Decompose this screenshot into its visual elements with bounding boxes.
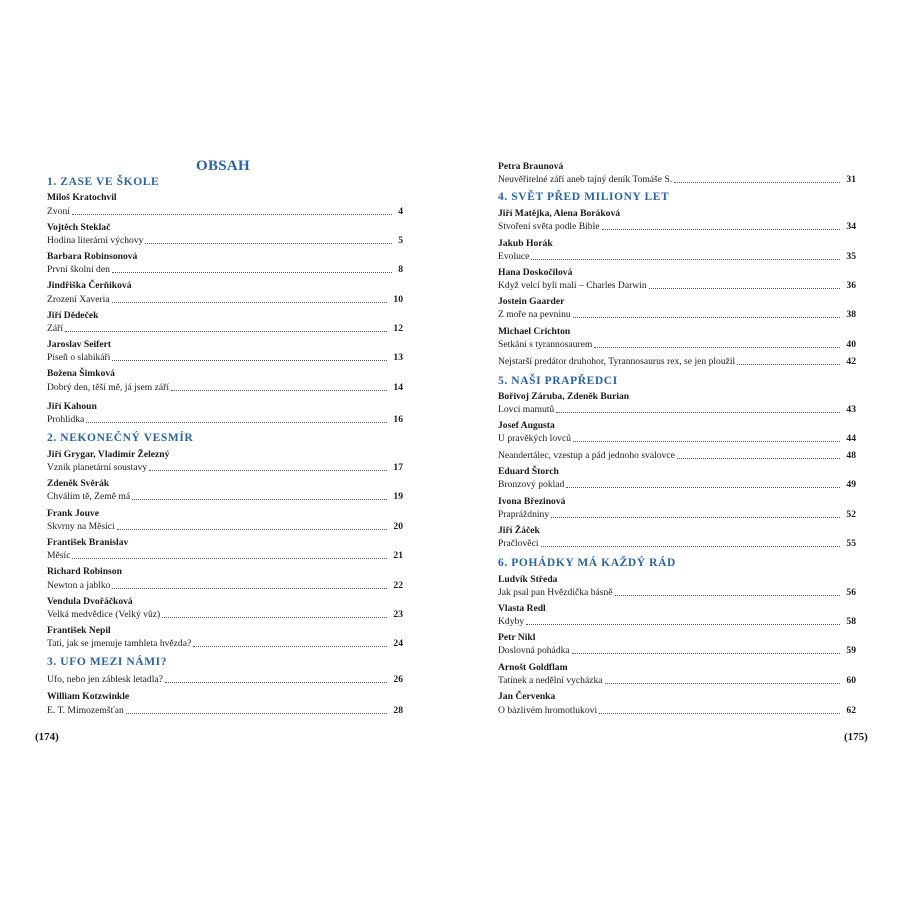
- dot-leader: [605, 683, 841, 684]
- section-heading: 1. ZASE VE ŠKOLE: [47, 176, 160, 188]
- toc-entry: [498, 616, 856, 627]
- toc-entry-page: 38: [846, 309, 856, 320]
- author-name: Vlasta Redl: [498, 603, 546, 614]
- toc-entry: [498, 433, 856, 444]
- toc-entry-page: 17: [393, 462, 403, 473]
- toc-entry: [47, 264, 403, 275]
- author-name: Bořivoj Záruba, Zdeněk Burian: [498, 391, 630, 402]
- toc-entry: [47, 550, 403, 561]
- toc-entry-page: 59: [846, 645, 856, 656]
- author-name: Arnošt Goldflam: [498, 662, 568, 673]
- toc-entry-page: 22: [393, 580, 403, 591]
- dot-leader: [573, 441, 840, 442]
- author-name: Jiří Kahoun: [47, 401, 97, 412]
- toc-entry: [498, 675, 856, 686]
- toc-entry-page: 60: [846, 675, 856, 686]
- dot-leader: [674, 182, 840, 183]
- toc-entry: [47, 521, 403, 532]
- toc-entry-page: 34: [846, 221, 856, 232]
- dot-leader: [86, 422, 387, 423]
- author-name: Jiří Dědeček: [47, 310, 99, 321]
- toc-entry-title: Tati, jak se jmenuje tamhleta hvězda?: [47, 638, 192, 649]
- author-name: Michael Crichton: [498, 326, 571, 337]
- toc-entry-page: 24: [393, 638, 403, 649]
- dot-leader: [65, 331, 387, 332]
- toc-entry-page: 56: [846, 587, 856, 598]
- author-name: Barbara Robinsonová: [47, 251, 138, 262]
- toc-entry: [498, 645, 856, 656]
- dot-leader: [602, 229, 841, 230]
- dot-leader: [531, 259, 840, 260]
- toc-entry: [47, 674, 403, 685]
- toc-entry: [498, 280, 856, 291]
- toc-entry: [498, 509, 856, 520]
- toc-entry: [47, 491, 403, 502]
- toc-entry-page: 40: [846, 339, 856, 350]
- toc-entry: [498, 479, 856, 490]
- author-name: Petra Braunová: [498, 161, 564, 172]
- author-name: Eduard Štorch: [498, 466, 559, 477]
- section-heading: 4. SVĚT PŘED MILIONY LET: [498, 191, 670, 203]
- toc-entry-page: 13: [393, 352, 403, 363]
- dot-leader: [145, 243, 392, 244]
- author-name: Zdeněk Svěrák: [47, 478, 110, 489]
- toc-entry: [47, 705, 403, 716]
- toc-entry-page: 36: [846, 280, 856, 291]
- toc-entry-title: Píseň o slabikáři: [47, 352, 111, 363]
- toc-entry-title: Měsíc: [47, 550, 71, 561]
- author-name: Jaroslav Seifert: [47, 339, 112, 350]
- page-number-left: (174): [35, 731, 59, 743]
- toc-entry: [498, 221, 856, 232]
- toc-entry-page: 52: [846, 509, 856, 520]
- toc-entry-title: Stvoření světa podle Bible: [498, 221, 600, 232]
- dot-leader: [193, 646, 387, 647]
- toc-entry-page: 12: [393, 323, 403, 334]
- toc-entry-page: 14: [393, 382, 403, 393]
- toc-entry-title: Zvoní: [47, 206, 70, 217]
- toc-entry-title: Zrození Xaveria: [47, 294, 110, 305]
- dot-leader: [126, 713, 388, 714]
- toc-entry-title: Velká medvědice (Velký vůz): [47, 609, 161, 620]
- toc-entry: [47, 638, 403, 649]
- toc-entry-title: Pračlověci: [498, 538, 539, 549]
- author-name: Božena Šimková: [47, 368, 115, 379]
- toc-entry: [47, 609, 403, 620]
- contents-title: OBSAH: [196, 158, 251, 174]
- dot-leader: [566, 487, 840, 488]
- toc-entry-title: U pravěkých lovců: [498, 433, 571, 444]
- toc-entry-title: Září: [47, 323, 63, 334]
- toc-entry: [498, 538, 856, 549]
- toc-entry-page: 4: [398, 206, 403, 217]
- dot-leader: [677, 458, 841, 459]
- toc-entry: [498, 404, 856, 415]
- toc-entry: [498, 705, 856, 716]
- section-heading: 5. NAŠI PRAPŘEDCI: [498, 375, 618, 387]
- author-name: Jindřiška Čerňiková: [47, 280, 132, 291]
- toc-entry-page: 26: [393, 674, 403, 685]
- author-name: Frank Jouve: [47, 508, 99, 519]
- toc-entry: [47, 414, 403, 425]
- author-name: František Branislav: [47, 537, 129, 548]
- toc-entry-title: Dobrý den, těší mě, já jsem září: [47, 382, 170, 393]
- dot-leader: [165, 682, 388, 683]
- dot-leader: [572, 653, 841, 654]
- author-name: Jiří Žáček: [498, 525, 540, 536]
- dot-leader: [556, 412, 840, 413]
- toc-entry-title: Neuvěřitelné září aneb tajný deník Tomáše S.: [498, 174, 673, 185]
- toc-entry-title: Tatínek a nedělní vycházka: [498, 675, 603, 686]
- toc-entry-title: Chválím tě, Země má: [47, 491, 131, 502]
- toc-entry-title: E. T. Mimozemšťan: [47, 705, 124, 716]
- dot-leader: [615, 595, 841, 596]
- toc-entry-title: Vznik planetární soustavy: [47, 462, 148, 473]
- toc-entry-page: 10: [393, 294, 403, 305]
- dot-leader: [573, 317, 841, 318]
- dot-leader: [737, 364, 840, 365]
- toc-entry-page: 28: [393, 705, 403, 716]
- author-name: Hana Doskočilová: [498, 267, 573, 278]
- toc-entry: [47, 352, 403, 363]
- page-number-right: (175): [844, 731, 868, 743]
- toc-entry-page: 49: [846, 479, 856, 490]
- toc-entry: [47, 382, 403, 393]
- section-heading: 3. UFO MEZI NÁMI?: [47, 656, 168, 668]
- toc-entry-page: 20: [393, 521, 403, 532]
- dot-leader: [541, 546, 841, 547]
- dot-leader: [112, 360, 387, 361]
- toc-entry: [498, 356, 856, 367]
- dot-leader: [112, 302, 388, 303]
- dot-leader: [112, 272, 392, 273]
- author-name: Vojtěch Steklač: [47, 222, 111, 233]
- author-name: William Kotzwinkle: [47, 691, 130, 702]
- toc-entry: [47, 323, 403, 334]
- toc-entry-title: Setkání s tyrannosaurem: [498, 339, 593, 350]
- toc-entry-page: 16: [393, 414, 403, 425]
- dot-leader: [526, 624, 840, 625]
- toc-entry-page: 31: [846, 174, 856, 185]
- toc-entry-page: 55: [846, 538, 856, 549]
- toc-entry: [47, 580, 403, 591]
- dot-leader: [132, 499, 387, 500]
- author-name: Jakub Horák: [498, 238, 553, 249]
- toc-entry-title: Nejstarší predátor druhohor, Tyrannosaurus rex, se jen ploužil: [498, 356, 736, 367]
- toc-entry-page: 43: [846, 404, 856, 415]
- toc-entry: [498, 251, 856, 262]
- dot-leader: [551, 517, 840, 518]
- dot-leader: [72, 558, 387, 559]
- toc-entry: [498, 309, 856, 320]
- right-page: [450, 0, 900, 900]
- toc-entry-title: První školní den: [47, 264, 110, 275]
- toc-entry-title: Ufo, nebo jen záblesk letadla?: [47, 674, 163, 685]
- author-name: Vendula Dvořáčková: [47, 596, 133, 607]
- toc-entry-title: Newton a jablko: [47, 580, 111, 591]
- author-name: Jiří Matějka, Alena Boráková: [498, 208, 621, 219]
- author-name: František Nepil: [47, 625, 111, 636]
- toc-entry-title: Neandertálec, vzestup a pád jednoho svalovce: [498, 450, 675, 461]
- toc-entry-title: Evoluce: [498, 251, 530, 262]
- toc-entry-page: 8: [398, 264, 403, 275]
- toc-entry: [47, 206, 403, 217]
- toc-entry: [47, 462, 403, 473]
- section-heading: 2. NEKONEČNÝ VESMÍR: [47, 432, 194, 444]
- dot-leader: [162, 617, 387, 618]
- dot-leader: [149, 470, 387, 471]
- author-name: Jan Červenka: [498, 691, 556, 702]
- dot-leader: [72, 214, 392, 215]
- dot-leader: [171, 390, 387, 391]
- toc-entry: [47, 235, 403, 246]
- author-name: Jostein Gaarder: [498, 296, 565, 307]
- toc-entry-title: Z moře na pevninu: [498, 309, 571, 320]
- toc-entry-title: Bronzový poklad: [498, 479, 565, 490]
- dot-leader: [649, 288, 841, 289]
- dot-leader: [117, 529, 388, 530]
- toc-entry: [47, 294, 403, 305]
- toc-entry-page: 58: [846, 616, 856, 627]
- dot-leader: [112, 588, 387, 589]
- toc-entry-title: Jak psal pan Hvězdička básně: [498, 587, 613, 598]
- author-name: Ludvík Středa: [498, 574, 558, 585]
- toc-entry-title: Hodina literární výchovy: [47, 235, 144, 246]
- toc-entry-page: 23: [393, 609, 403, 620]
- toc-entry-title: Skvrny na Měsíci: [47, 521, 115, 532]
- toc-entry-page: 19: [393, 491, 403, 502]
- toc-entry: [498, 339, 856, 350]
- toc-entry-page: 21: [393, 550, 403, 561]
- author-name: Ivona Březinová: [498, 496, 566, 507]
- toc-entry-title: O bázlivém hromotlukovi: [498, 705, 598, 716]
- toc-entry-title: Když velcí byli malí – Charles Darwin: [498, 280, 647, 291]
- toc-entry-title: Prohlídka: [47, 414, 85, 425]
- toc-entry: [498, 587, 856, 598]
- toc-entry-page: 42: [846, 356, 856, 367]
- dot-leader: [594, 347, 840, 348]
- toc-entry-page: 48: [846, 450, 856, 461]
- author-name: Richard Robinson: [47, 566, 122, 577]
- toc-entry-title: Lovci mamutů: [498, 404, 555, 415]
- toc-entry-title: Kdyby: [498, 616, 525, 627]
- dot-leader: [599, 713, 840, 714]
- toc-entry-page: 62: [846, 705, 856, 716]
- toc-entry-page: 35: [846, 251, 856, 262]
- author-name: Josef Augusta: [498, 420, 555, 431]
- toc-entry: [498, 450, 856, 461]
- author-name: Miloš Kratochvil: [47, 192, 117, 203]
- author-name: Petr Nikl: [498, 632, 536, 643]
- toc-entry: [498, 174, 856, 185]
- toc-entry-title: Doslovná pohádka: [498, 645, 570, 656]
- author-name: Jiří Grygar, Vladimír Železný: [47, 449, 170, 460]
- toc-entry-page: 44: [846, 433, 856, 444]
- toc-entry-title: Prapráždniny: [498, 509, 550, 520]
- toc-entry-page: 5: [398, 235, 403, 246]
- section-heading: 6. POHÁDKY MÁ KAŽDÝ RÁD: [498, 557, 676, 569]
